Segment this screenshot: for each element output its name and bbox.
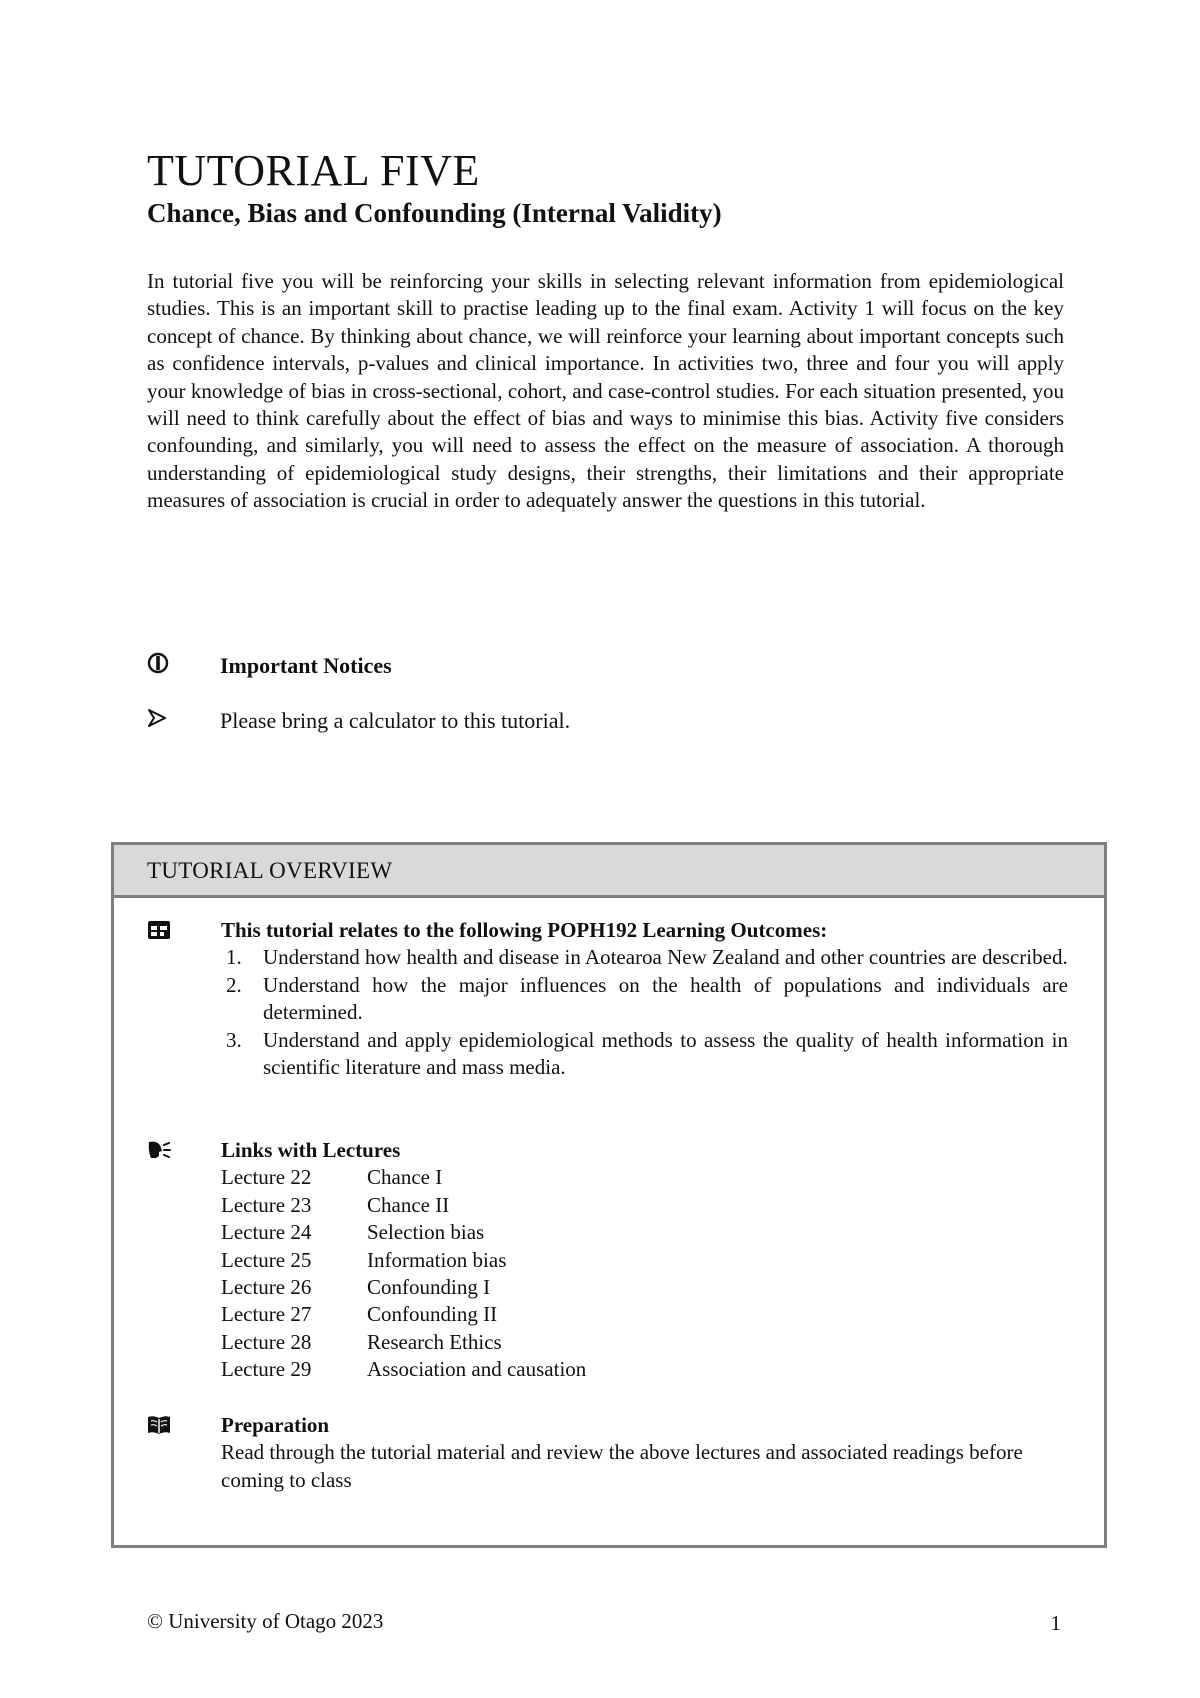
lecture-number: Lecture 26 [221,1274,312,1299]
lecture-topic: Chance I [367,1165,443,1190]
arrowhead-bullet-icon [147,707,177,736]
list-item [221,944,1068,971]
lecture-topic: Confounding II [367,1302,498,1327]
list-item-text: Understand how the major influences on the health of populations and individuals are determined. [263,972,1068,1025]
list-item-number: 3. [226,1027,242,1052]
lecture-topic: Association and causation [367,1357,587,1382]
lectures-heading: Links with Lectures [221,1138,401,1162]
list-item-number: 2. [226,972,242,997]
lecture-topic: Selection bias [367,1220,485,1245]
speaker-icon [147,1139,171,1161]
notice-item-text: Please bring a calculator to this tutorial. [220,708,571,733]
footer-copyright: © University of Otago 2023 [147,1609,384,1633]
calendar-icon [147,919,171,941]
important-notices-label: Important Notices [220,653,392,678]
list-item-number: 1. [226,945,242,970]
preparation-heading: Preparation [221,1413,330,1437]
tutorial-overview-box [111,842,1107,1548]
tutorial-overview-header [114,845,1104,898]
preparation-text: Read through the tutorial material and review the above lectures and associated readings before coming to class [221,1440,1023,1492]
lecture-number: Lecture 27 [221,1302,312,1327]
list-item [221,972,1068,1027]
list-item-text: Understand and apply epidemiological methods to assess the quality of health information in scientific literature and mass media. [263,1027,1068,1080]
lecture-topic: Research Ethics [367,1329,502,1354]
book-icon [147,1414,171,1436]
lecture-number: Lecture 23 [221,1192,312,1217]
lecture-topic: Chance II [367,1192,450,1217]
lecture-number: Lecture 24 [221,1220,312,1245]
lecture-number: Lecture 22 [221,1165,312,1190]
learning-outcomes-heading: This tutorial relates to the following POPH192 Learning Outcomes: [221,918,828,942]
lecture-topic: Confounding I [367,1274,491,1299]
page-title: TUTORIAL FIVE [147,146,480,195]
list-item [221,1027,1068,1082]
intro-paragraph: In tutorial five you will be reinforcing your skills in selecting relevant information from epidemiological studies. This is an important skill to practise leading up to the final exam. Activity 1 will focus on the key concept of chance. By thinking about chance, we will reinforce your learning about important concepts such as confidence intervals, p-values and clinical importance. In activities two, three and four you will apply your knowledge of bias in cross-sectional, cohort, and case-control studies. For each situation presented, you will need to think carefully about the effect of bias and ways to minimise this bias. Activity five considers confounding, and similarly, you will need to assess the effect on the measure of association. A thorough understanding of epidemiological study designs, their strengths, their limitations and their appropriate measures of association is crucial in order to adequately answer the questions in this tutorial. [147,269,1064,513]
page-number: 1 [1050,1611,1061,1635]
lecture-number: Lecture 28 [221,1329,312,1354]
page-subtitle: Chance, Bias and Confounding (Internal Validity) [147,198,722,228]
lecture-number: Lecture 25 [221,1247,312,1272]
lecture-number: Lecture 29 [221,1357,312,1382]
important-icon [147,652,177,681]
learning-outcomes-list [221,944,1068,1081]
list-item-text: Understand how health and disease in Aotearoa New Zealand and other countries are described. [263,945,1068,970]
tutorial-overview-title: TUTORIAL OVERVIEW [147,858,393,883]
lecture-topic: Information bias [367,1247,507,1272]
